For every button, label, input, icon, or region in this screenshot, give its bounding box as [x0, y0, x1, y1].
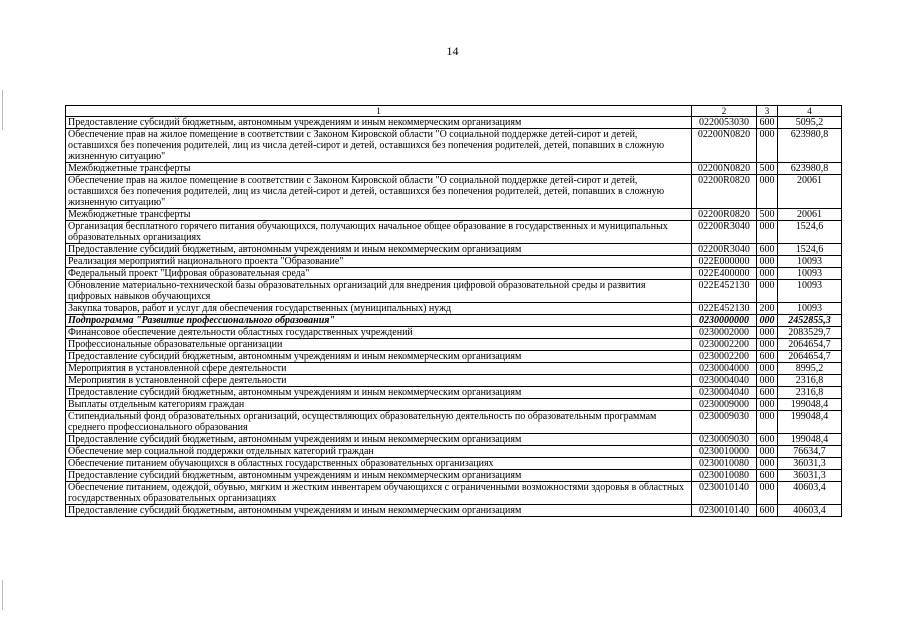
row-name-cell: Финансовое обеспечение деятельности областных государственных учреждений	[66, 327, 692, 339]
row-code-cell: 0230010140	[692, 482, 757, 505]
row-name-cell: Предоставление субсидий бюджетным, автономным учреждениям и иным некоммерческим организациям	[66, 244, 692, 256]
column-header-code: 2	[692, 106, 757, 117]
row-sum-cell: 623980,8	[778, 129, 842, 163]
table-row	[66, 339, 842, 351]
table-row	[66, 458, 842, 470]
row-type-cell: 000	[757, 399, 778, 411]
row-code-cell: 02200N0820	[692, 129, 757, 163]
row-name-cell: Межбюджетные трансферты	[66, 209, 692, 221]
row-name-cell: Предоставление субсидий бюджетным, автономным учреждениям и иным некоммерческим организациям	[66, 505, 692, 517]
column-header-sum: 4	[778, 106, 842, 117]
row-code-cell: 022E452130	[692, 303, 757, 315]
row-type-cell: 000	[757, 256, 778, 268]
row-name-cell: Обеспечение питанием обучающихся в областных государственных образовательных организациях	[66, 458, 692, 470]
row-type-cell: 500	[757, 163, 778, 175]
row-type-cell: 000	[757, 268, 778, 280]
row-sum-cell: 1524,6	[778, 221, 842, 244]
row-sum-cell: 2316,8	[778, 387, 842, 399]
row-sum-cell: 2064654,7	[778, 339, 842, 351]
row-name-cell: Обеспечение мер социальной поддержки отдельных категорий граждан	[66, 446, 692, 458]
row-code-cell: 0230010140	[692, 505, 757, 517]
row-type-cell: 600	[757, 505, 778, 517]
row-sum-cell: 199048,4	[778, 434, 842, 446]
row-code-cell: 022E452130	[692, 280, 757, 303]
row-sum-cell: 199048,4	[778, 399, 842, 411]
row-type-cell: 000	[757, 175, 778, 209]
table-row	[66, 399, 842, 411]
row-sum-cell: 5095,2	[778, 117, 842, 129]
row-type-cell: 600	[757, 117, 778, 129]
table-row	[66, 221, 842, 244]
table-row	[66, 363, 842, 375]
row-code-cell: 022E400000	[692, 268, 757, 280]
table-row	[66, 434, 842, 446]
table-row	[66, 351, 842, 363]
table-row	[66, 280, 842, 303]
table-row	[66, 505, 842, 517]
row-code-cell: 0230004000	[692, 363, 757, 375]
row-code-cell: 0230010080	[692, 458, 757, 470]
row-type-cell: 000	[757, 482, 778, 505]
row-name-cell: Обновление материально-технической базы образовательных организаций для внедрения цифровой образовательной среды и развития цифровых навыков обучающихся	[66, 280, 692, 303]
row-sum-cell: 8995,2	[778, 363, 842, 375]
row-name-cell: Предоставление субсидий бюджетным, автономным учреждениям и иным некоммерческим организациям	[66, 470, 692, 482]
row-name-cell: Федеральный проект "Цифровая образовательная среда"	[66, 268, 692, 280]
scan-edge-mark	[2, 90, 3, 130]
budget-table	[65, 105, 842, 517]
row-type-cell: 500	[757, 209, 778, 221]
row-name-cell: Межбюджетные трансферты	[66, 163, 692, 175]
row-name-cell: Стипендиальный фонд образовательных организаций, осуществляющих образовательную деятельность по образовательным программам среднего профессионального образования	[66, 411, 692, 434]
row-type-cell: 600	[757, 244, 778, 256]
row-code-cell: 02200N0820	[692, 163, 757, 175]
row-code-cell: 022E000000	[692, 256, 757, 268]
row-name-cell: Подпрограмма "Развитие профессионального образования"	[66, 315, 692, 327]
row-sum-cell: 76634,7	[778, 446, 842, 458]
row-sum-cell: 2316,8	[778, 375, 842, 387]
row-code-cell: 0220053030	[692, 117, 757, 129]
row-type-cell: 000	[757, 339, 778, 351]
table-row	[66, 446, 842, 458]
row-name-cell: Профессиональные образовательные организации	[66, 339, 692, 351]
table-row	[66, 411, 842, 434]
table-body	[66, 117, 842, 517]
row-name-cell: Организация бесплатного горячего питания обучающихся, получающих начальное общее образование в государственных и муниципальных образовательных организациях	[66, 221, 692, 244]
row-code-cell: 02200R0820	[692, 175, 757, 209]
row-sum-cell: 10093	[778, 280, 842, 303]
table-row	[66, 256, 842, 268]
table-row	[66, 387, 842, 399]
row-type-cell: 200	[757, 303, 778, 315]
row-name-cell: Выплаты отдельным категориям граждан	[66, 399, 692, 411]
row-name-cell: Обеспечение прав на жилое помещение в соответствии с Законом Кировской области "О социальной поддержке детей-сирот и детей, оставшихся без попечения родителей, лиц из числа детей-сирот и детей, оставшихся без попечения родителей, детей, попавших в сложную жизненную ситуацию"	[66, 175, 692, 209]
row-type-cell: 000	[757, 363, 778, 375]
row-code-cell: 0230002200	[692, 339, 757, 351]
row-type-cell: 000	[757, 446, 778, 458]
row-type-cell: 600	[757, 470, 778, 482]
table-row	[66, 375, 842, 387]
table-row	[66, 315, 842, 327]
row-type-cell: 000	[757, 411, 778, 434]
row-type-cell: 000	[757, 129, 778, 163]
table-row	[66, 117, 842, 129]
row-type-cell: 000	[757, 327, 778, 339]
row-sum-cell: 40603,4	[778, 482, 842, 505]
row-type-cell: 600	[757, 387, 778, 399]
table-row	[66, 327, 842, 339]
row-code-cell: 0230004040	[692, 375, 757, 387]
table-row	[66, 268, 842, 280]
row-sum-cell: 2452855,3	[778, 315, 842, 327]
table-row	[66, 209, 842, 221]
row-sum-cell: 2083529,7	[778, 327, 842, 339]
row-code-cell: 0230000000	[692, 315, 757, 327]
row-sum-cell: 1524,6	[778, 244, 842, 256]
table-row	[66, 163, 842, 175]
row-name-cell: Обеспечение питанием, одеждой, обувью, мягким и жестким инвентарем обучающихся с ограниченными возможностями здоровья в областных государственных образовательных организациях	[66, 482, 692, 505]
table-row	[66, 482, 842, 505]
row-type-cell: 000	[757, 280, 778, 303]
column-header-name: 1	[66, 106, 692, 117]
row-name-cell: Предоставление субсидий бюджетным, автономным учреждениям и иным некоммерческим организациям	[66, 434, 692, 446]
row-code-cell: 02300090З0	[692, 434, 757, 446]
row-type-cell: 000	[757, 315, 778, 327]
row-type-cell: 000	[757, 221, 778, 244]
row-code-cell: 0230010000	[692, 446, 757, 458]
row-code-cell: 0230004040	[692, 387, 757, 399]
row-sum-cell: 36031,3	[778, 458, 842, 470]
row-name-cell: Предоставление субсидий бюджетным, автономным учреждениям и иным некоммерческим организациям	[66, 387, 692, 399]
row-name-cell: Предоставление субсидий бюджетным, автономным учреждениям и иным некоммерческим организациям	[66, 117, 692, 129]
row-type-cell: 000	[757, 458, 778, 470]
table-row	[66, 129, 842, 163]
table-row	[66, 244, 842, 256]
row-sum-cell: 40603,4	[778, 505, 842, 517]
table-row	[66, 470, 842, 482]
row-code-cell: 0230002200	[692, 351, 757, 363]
row-name-cell: Реализация мероприятий национального проекта "Образование"	[66, 256, 692, 268]
row-sum-cell: 199048,4	[778, 411, 842, 434]
row-code-cell: 0230010080	[692, 470, 757, 482]
row-sum-cell: 623980,8	[778, 163, 842, 175]
row-name-cell: Мероприятия в установленной сфере деятельности	[66, 375, 692, 387]
table-header-row	[66, 106, 842, 117]
row-sum-cell: 36031,3	[778, 470, 842, 482]
row-sum-cell: 20061	[778, 209, 842, 221]
row-name-cell: Обеспечение прав на жилое помещение в соответствии с Законом Кировской области "О социальной поддержке детей-сирот и детей, оставшихся без попечения родителей, лиц из числа детей-сирот и детей, оставшихся без попечения родителей, детей, попавших в сложную жизненную ситуацию"	[66, 129, 692, 163]
row-sum-cell: 20061	[778, 175, 842, 209]
row-code-cell: 02300090З0	[692, 411, 757, 434]
table-row	[66, 175, 842, 209]
row-code-cell: 0230002000	[692, 327, 757, 339]
row-sum-cell: 10093	[778, 268, 842, 280]
row-type-cell: 600	[757, 351, 778, 363]
row-name-cell: Предоставление субсидий бюджетным, автономным учреждениям и иным некоммерческим организациям	[66, 351, 692, 363]
row-code-cell: 02200R3040	[692, 221, 757, 244]
row-sum-cell: 10093	[778, 256, 842, 268]
row-sum-cell: 2064654,7	[778, 351, 842, 363]
row-type-cell: 000	[757, 375, 778, 387]
table-row	[66, 303, 842, 315]
page-number: 14	[446, 44, 459, 58]
row-name-cell: Мероприятия в установленной сфере деятельности	[66, 363, 692, 375]
scan-edge-mark	[2, 580, 3, 610]
row-name-cell: Закупка товаров, работ и услуг для обеспечения государственных (муниципальных) нужд	[66, 303, 692, 315]
row-code-cell: 0230009000	[692, 399, 757, 411]
row-code-cell: 02200R3040	[692, 244, 757, 256]
row-code-cell: 02200R0820	[692, 209, 757, 221]
column-header-type: 3	[757, 106, 778, 117]
row-type-cell: 600	[757, 434, 778, 446]
row-sum-cell: 10093	[778, 303, 842, 315]
